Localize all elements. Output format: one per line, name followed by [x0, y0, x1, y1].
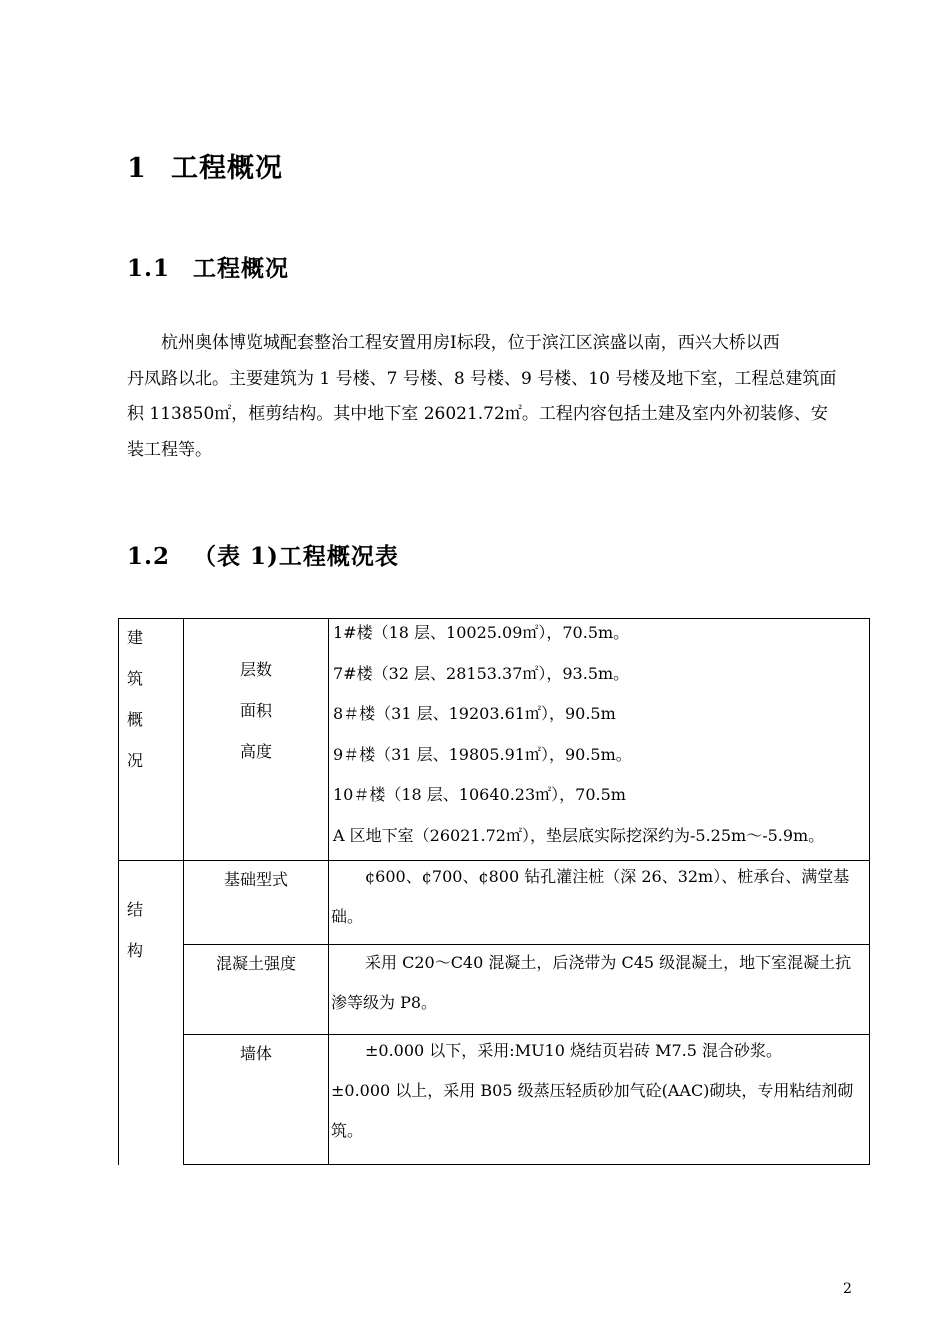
section-title: 工程概况 — [193, 255, 289, 282]
overview-paragraph — [127, 326, 857, 468]
paragraph-line: 丹凤路以北。主要建筑为 1 号楼、7 号楼、8 号楼、9 号楼、10 号楼及地下室，工程总建筑面 — [127, 368, 837, 389]
page-number: 2 — [843, 1281, 852, 1297]
category-char: 筑 — [127, 669, 144, 688]
section-title: （表 1)工程概况表 — [193, 543, 399, 570]
category-cell-structure — [119, 861, 184, 1165]
value-cell — [329, 1035, 870, 1165]
attribute-cell: 墙体 — [184, 1035, 329, 1165]
value-line: 7#楼（32 层、28153.37㎡），93.5m。 — [333, 663, 630, 683]
section-number: 1.1 — [127, 255, 171, 282]
value-text: ±0.000 以下，采用:MU10 烧结页岩砖 M7.5 混合砂浆。 — [365, 1041, 783, 1060]
attribute-label: 高度 — [239, 742, 272, 761]
category-char: 结 — [127, 900, 144, 919]
chapter-title: 工程概况 — [171, 153, 283, 184]
value-cell — [329, 945, 870, 1035]
table-row — [119, 619, 870, 861]
category-char: 建 — [127, 628, 144, 647]
chapter-number: 1 — [127, 153, 147, 184]
table-row — [119, 1035, 870, 1165]
attribute-cell: 混凝土强度 — [184, 945, 329, 1035]
value-line: 8＃楼（31 层、19203.61㎡），90.5m — [333, 704, 616, 723]
chapter-heading — [127, 146, 283, 185]
attribute-label: 面积 — [239, 701, 272, 720]
category-char: 概 — [127, 710, 144, 729]
table-row — [119, 861, 870, 945]
value-line: 9＃楼（31 层、19805.91㎡），90.5m。 — [333, 744, 632, 764]
category-cell-building — [119, 619, 184, 861]
paragraph-line: 积 113850㎡，框剪结构。其中地下室 26021.72㎡。工程内容包括土建及室内外初装修、安 — [127, 404, 828, 424]
value-cell — [329, 861, 870, 945]
category-char: 构 — [127, 941, 144, 960]
section-heading-1-2 — [127, 538, 399, 571]
value-cell — [329, 619, 870, 861]
value-line: 1#楼（18 层、10025.09㎡），70.5m。 — [333, 623, 630, 642]
category-char: 况 — [127, 751, 144, 770]
table-row — [119, 945, 870, 1035]
value-line: 10＃楼（18 层、10640.23㎡），70.5m — [333, 785, 626, 804]
attribute-cell: 基础型式 — [184, 861, 329, 945]
value-text: 采用 C20～C40 混凝土，后浇带为 C45 级混凝土，地下室混凝土抗渗等级为 P8。 — [331, 953, 852, 1012]
attribute-cell — [184, 619, 329, 861]
value-text: ¢600、¢700、¢800 钻孔灌注桩（深 26、32m）、桩承台、满堂基础。 — [331, 867, 850, 926]
paragraph-line: 杭州奥体博览城配套整治工程安置用房I标段，位于滨江区滨盛以南，西兴大桥以西 — [161, 333, 780, 353]
value-text: ±0.000 以上，采用 B05 级蒸压轻质砂加气砼(AAC)砌块，专用粘结剂砌筑。 — [331, 1081, 854, 1140]
overview-table — [118, 618, 870, 1165]
section-heading-1-1 — [127, 250, 289, 283]
paragraph-line: 装工程等。 — [127, 439, 212, 460]
attribute-label: 层数 — [239, 660, 272, 679]
section-number: 1.2 — [127, 543, 171, 570]
value-line: A 区地下室（26021.72㎡），垫层底实际挖深约为-5.25m～-5.9m。 — [333, 825, 825, 845]
